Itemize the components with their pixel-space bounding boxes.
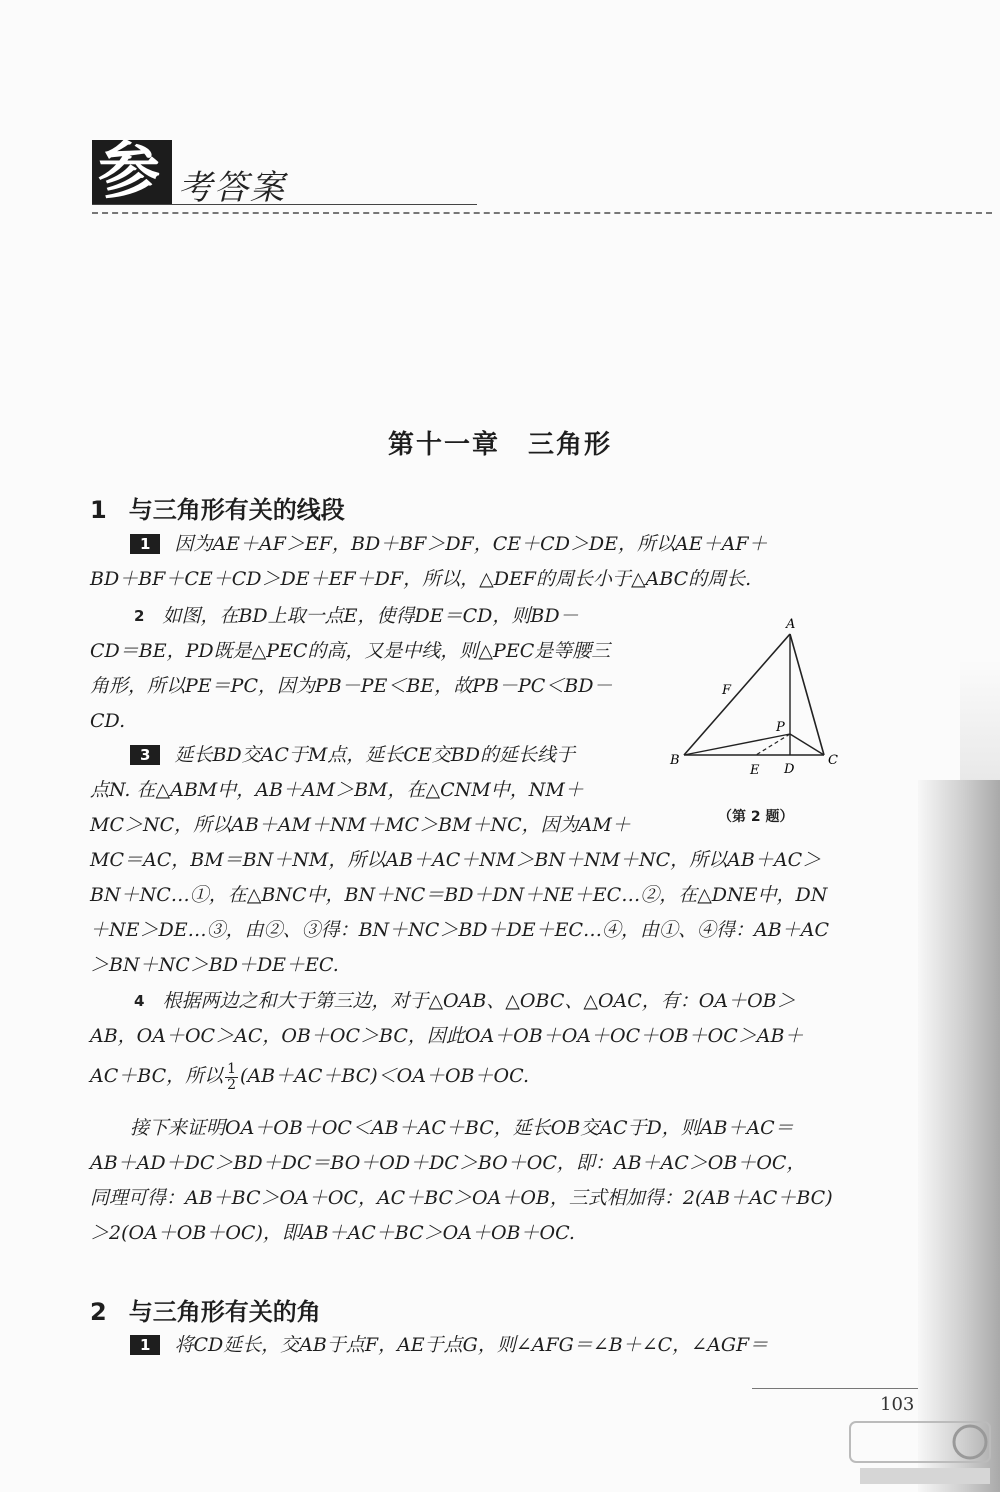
question-badge: 3 (130, 745, 160, 765)
answer-text: ＋NE＞DE…③，由②、③得：BN＋NC＞BD＋DE＋EC…④，由①、④得：AB＋AC (90, 919, 829, 941)
answer-1-4-proof (90, 1111, 865, 1251)
fraction-denominator: 2 (227, 1076, 237, 1093)
answer-text: 因为AE＋AF＞EF，BD＋BF＞DF，CE＋CD＞DE，所以AE＋AF＋ (174, 533, 768, 555)
answer-1-3-cont (90, 843, 865, 983)
section-2-title: 与三角形有关的角 (128, 1298, 321, 1326)
answer-text: BN＋NC…①，在△BNC中，BN＋NC＝BD＋DN＋NE＋EC…②，在△DNE中，DN (90, 884, 828, 906)
page-edge-shade (918, 780, 1000, 1492)
answer-1-3 (90, 738, 650, 843)
chapter-title: 第十一章 三角形 (387, 430, 612, 460)
section-1-title: 与三角形有关的线段 (128, 496, 345, 524)
answer-text: BD＋BF＋CE＋CD＞DE＋EF＋DF，所以，△DEF的周长小于△ABC的周长. (90, 568, 752, 590)
answer-text: 角形，所以PE＝PC，因为PB－PE＜BE，故PB－PC＜BD－ (90, 675, 613, 697)
header-underline (92, 204, 477, 205)
label-c: C (828, 753, 838, 768)
answer-text: AB，OA＋OC＞AC，OB＋OC＞BC，因此OA＋OB＋OA＋OC＋OB＋OC＞AB＋ (90, 1025, 804, 1047)
label-e: E (750, 763, 760, 778)
section-2-heading (90, 1292, 321, 1327)
answer-text: AB＋AD＋DC＞BD＋DC＝BO＋OD＋DC＞BO＋OC，即：AB＋AC＞OB＋OC， (90, 1152, 806, 1174)
triangle-figure (666, 612, 856, 782)
watermark-logo (830, 1420, 1000, 1490)
answer-1-1 (90, 527, 865, 597)
answer-text: MC＝AC，BM＝BN＋NM，所以AB＋AC＋NM＞BN＋NM＋NC，所以AB＋AC＞ (90, 849, 822, 871)
figure-caption: （第 2 题） (718, 809, 794, 825)
header-title: 考答案 (178, 168, 286, 208)
section-2-number: 2 (90, 1298, 107, 1326)
answer-text: 将CD延长，交AB于点F，AE于点G，则∠AFG＝∠B＋∠C，∠AGF＝ (174, 1334, 769, 1356)
answer-text: 根据两边之和大于第三边，对于△OAB、△OBC、△OAC，有：OA＋OB＞ (162, 990, 796, 1012)
label-p: P (776, 720, 785, 735)
label-a: A (786, 617, 796, 632)
label-f: F (722, 683, 732, 698)
answer-text: ＞BN＋NC＞BD＋DE＋EC. (90, 954, 339, 976)
answer-1-2 (90, 599, 650, 739)
header-dashed-rule (92, 212, 992, 214)
answer-text: 如图，在BD上取一点E，使得DE＝CD，则BD－ (162, 605, 579, 627)
answer-text: ＞2(OA＋OB＋OC)，即AB＋AC＋BC＞OA＋OB＋OC. (90, 1222, 575, 1244)
question-badge: 4 (134, 992, 145, 1010)
label-b: B (670, 753, 680, 768)
answer-text: 同理可得：AB＋BC＞OA＋OC，AC＋BC＞OA＋OB，三式相加得：2(AB＋AC＋BC) (90, 1187, 833, 1209)
answer-text: AC＋BC，所以 (90, 1065, 224, 1087)
question-badge: 2 (134, 607, 145, 625)
question-badge: 1 (130, 1335, 160, 1355)
fraction-one-half (225, 1062, 238, 1093)
section-1-heading (90, 490, 345, 525)
label-d: D (784, 762, 795, 777)
question-badge: 1 (130, 534, 160, 554)
fraction-numerator: 1 (227, 1060, 237, 1077)
answer-text: MC＞NC，所以AB＋AM＋NM＋MC＞BM＋NC，因为AM＋ (90, 814, 631, 836)
answer-text: CD. (90, 710, 126, 732)
answer-text: (AB＋AC＋BC)＜OA＋OB＋OC. (240, 1065, 529, 1087)
answer-text: 接下来证明OA＋OB＋OC＜AB＋AC＋BC，延长OB交AC于D，则AB＋AC＝ (130, 1117, 794, 1139)
header-first-char: 参 (98, 134, 161, 207)
answer-text: 延长BD交AC于M点，延长CE交BD的延长线于 (174, 744, 575, 766)
answer-text: 点N. 在△ABM中，AB＋AM＞BM，在△CNM中，NM＋ (90, 779, 584, 801)
answer-1-4 (90, 984, 865, 1098)
page-number: 103 (880, 1394, 915, 1415)
section-1-number: 1 (90, 496, 107, 524)
answer-text: CD＝BE，PD既是△PEC的高，又是中线，则△PEC是等腰三 (90, 640, 611, 662)
answer-2-1 (90, 1328, 865, 1363)
footer-rule (752, 1388, 918, 1389)
